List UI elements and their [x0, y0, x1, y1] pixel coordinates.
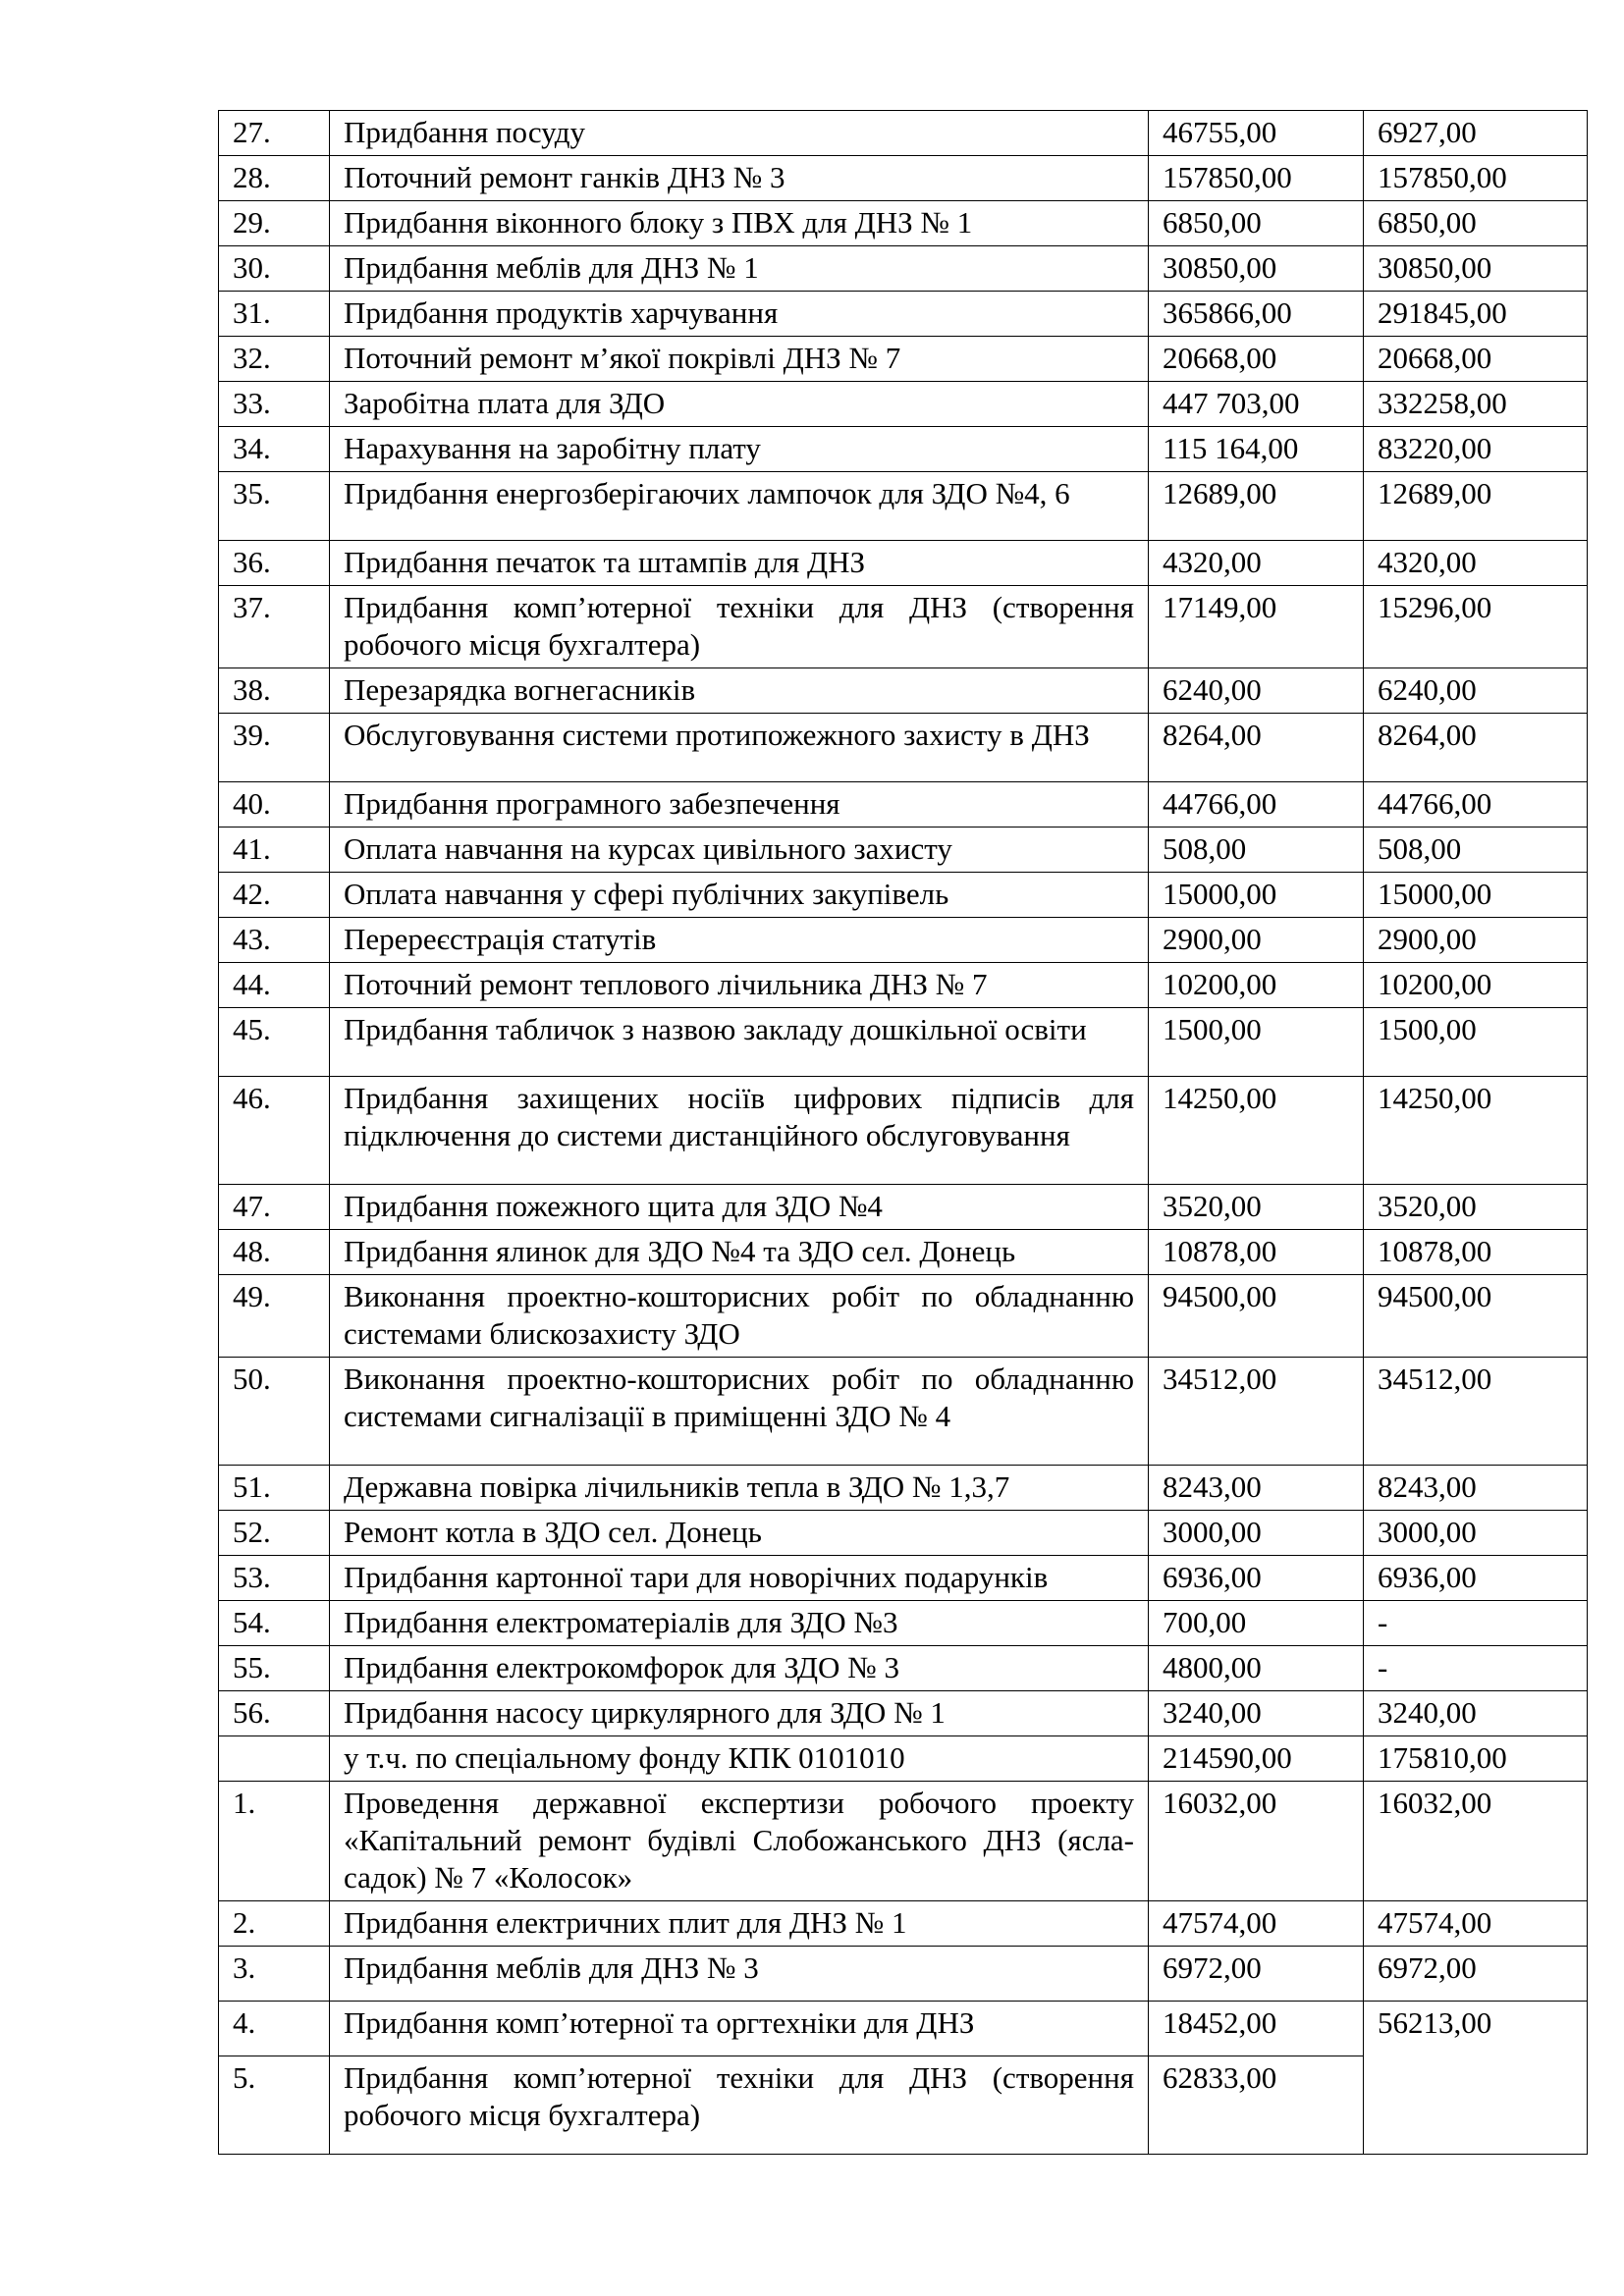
row-actual-amount: -: [1364, 1601, 1588, 1646]
table-row: [219, 1736, 1588, 1782]
table-row: [219, 541, 1588, 586]
row-planned-amount: 214590,00: [1149, 1736, 1364, 1782]
table-row: [219, 918, 1588, 963]
row-number: 51.: [219, 1466, 330, 1511]
row-actual-amount: 10878,00: [1364, 1230, 1588, 1275]
row-description: Придбання пожежного щита для ЗДО №4: [330, 1185, 1149, 1230]
row-planned-amount: 20668,00: [1149, 337, 1364, 382]
row-planned-amount: 10878,00: [1149, 1230, 1364, 1275]
row-number: 45.: [219, 1008, 330, 1077]
row-description: Поточний ремонт м’якої покрівлі ДНЗ № 7: [330, 337, 1149, 382]
row-description: Виконання проектно-кошторисних робіт по обладнанню системами блискозахисту ЗДО: [330, 1275, 1149, 1358]
table-row: [219, 1008, 1588, 1077]
row-actual-amount: 3000,00: [1364, 1511, 1588, 1556]
row-planned-amount: 15000,00: [1149, 873, 1364, 918]
row-actual-amount: 6936,00: [1364, 1556, 1588, 1601]
row-description: Виконання проектно-кошторисних робіт по обладнанню системами сигналізації в приміщенні ЗДО № 4: [330, 1358, 1149, 1466]
row-number: 29.: [219, 201, 330, 246]
row-description: Придбання програмного забезпечення: [330, 782, 1149, 828]
row-number: 39.: [219, 714, 330, 782]
row-description: Придбання картонної тари для новорічних подарунків: [330, 1556, 1149, 1601]
row-description: Придбання віконного блоку з ПВХ для ДНЗ № 1: [330, 201, 1149, 246]
row-description: Придбання електричних плит для ДНЗ № 1: [330, 1901, 1149, 1947]
table-row: [219, 1077, 1588, 1185]
table-row: [219, 1601, 1588, 1646]
row-planned-amount: 17149,00: [1149, 586, 1364, 668]
row-planned-amount: 8264,00: [1149, 714, 1364, 782]
row-description: Придбання енергозберігаючих лампочок для ЗДО №4, 6: [330, 472, 1149, 541]
row-description: Перереєстрація статутів: [330, 918, 1149, 963]
row-planned-amount: 14250,00: [1149, 1077, 1364, 1185]
row-planned-amount: 6936,00: [1149, 1556, 1364, 1601]
table-row: [219, 1358, 1588, 1466]
table-row: [219, 714, 1588, 782]
row-planned-amount: 44766,00: [1149, 782, 1364, 828]
row-actual-amount: 10200,00: [1364, 963, 1588, 1008]
row-planned-amount: 62833,00: [1149, 2056, 1364, 2155]
row-actual-amount: 15296,00: [1364, 586, 1588, 668]
row-actual-amount: 3240,00: [1364, 1691, 1588, 1736]
row-description: Оплата навчання на курсах цивільного захисту: [330, 828, 1149, 873]
table-row: [219, 668, 1588, 714]
row-number: 49.: [219, 1275, 330, 1358]
table-row: [219, 1466, 1588, 1511]
row-planned-amount: 6972,00: [1149, 1947, 1364, 2002]
row-actual-amount: -: [1364, 1646, 1588, 1691]
row-number: 33.: [219, 382, 330, 427]
row-actual-amount: 6927,00: [1364, 111, 1588, 156]
row-number: 41.: [219, 828, 330, 873]
row-planned-amount: 46755,00: [1149, 111, 1364, 156]
table-row: [219, 1646, 1588, 1691]
row-actual-amount: 94500,00: [1364, 1275, 1588, 1358]
row-planned-amount: 3520,00: [1149, 1185, 1364, 1230]
table-row: [219, 1511, 1588, 1556]
row-actual-amount: 12689,00: [1364, 472, 1588, 541]
table-row: [219, 337, 1588, 382]
table-row: [219, 111, 1588, 156]
row-planned-amount: 18452,00: [1149, 2002, 1364, 2056]
row-description: у т.ч. по спеціальному фонду КПК 0101010: [330, 1736, 1149, 1782]
table-row: [219, 586, 1588, 668]
row-planned-amount: 3000,00: [1149, 1511, 1364, 1556]
row-number: 1.: [219, 1782, 330, 1901]
table-row: [219, 873, 1588, 918]
row-number: 3.: [219, 1947, 330, 2002]
table-row: [219, 156, 1588, 201]
row-number: 47.: [219, 1185, 330, 1230]
row-actual-amount: 83220,00: [1364, 427, 1588, 472]
row-planned-amount: 30850,00: [1149, 246, 1364, 292]
row-description: Придбання комп’ютерної та оргтехніки для ДНЗ: [330, 2002, 1149, 2056]
row-description: Придбання посуду: [330, 111, 1149, 156]
row-number: 54.: [219, 1601, 330, 1646]
table-row: [219, 1691, 1588, 1736]
row-description: Ремонт котла в ЗДО сел. Донець: [330, 1511, 1149, 1556]
row-number: 44.: [219, 963, 330, 1008]
row-description: Заробітна плата для ЗДО: [330, 382, 1149, 427]
table-row: [219, 1230, 1588, 1275]
row-actual-amount: 20668,00: [1364, 337, 1588, 382]
row-number: 46.: [219, 1077, 330, 1185]
table-row: [219, 1556, 1588, 1601]
row-number: 5.: [219, 2056, 330, 2155]
row-description: Державна повірка лічильників тепла в ЗДО № 1,3,7: [330, 1466, 1149, 1511]
table-row: [219, 382, 1588, 427]
row-number: 31.: [219, 292, 330, 337]
row-number: 50.: [219, 1358, 330, 1466]
row-description: Придбання насосу циркулярного для ЗДО № 1: [330, 1691, 1149, 1736]
row-number: 56.: [219, 1691, 330, 1736]
row-actual-amount: 47574,00: [1364, 1901, 1588, 1947]
row-planned-amount: 700,00: [1149, 1601, 1364, 1646]
row-actual-amount: 508,00: [1364, 828, 1588, 873]
row-planned-amount: 94500,00: [1149, 1275, 1364, 1358]
row-number: 28.: [219, 156, 330, 201]
row-actual-amount: 332258,00: [1364, 382, 1588, 427]
row-planned-amount: 6850,00: [1149, 201, 1364, 246]
row-description: Придбання табличок з назвою закладу дошкільної освіти: [330, 1008, 1149, 1077]
row-actual-amount: 56213,00: [1364, 2002, 1588, 2155]
table-body: [219, 111, 1588, 2155]
row-description: Придбання продуктів харчування: [330, 292, 1149, 337]
row-description: Придбання захищених носіїв цифрових підписів для підключення до системи дистанційного обслуговування: [330, 1077, 1149, 1185]
row-number: 32.: [219, 337, 330, 382]
row-description: Придбання електрокомфорок для ЗДО № 3: [330, 1646, 1149, 1691]
row-number: 53.: [219, 1556, 330, 1601]
table-row: [219, 2002, 1588, 2056]
row-number: 42.: [219, 873, 330, 918]
row-planned-amount: 47574,00: [1149, 1901, 1364, 1947]
row-actual-amount: 15000,00: [1364, 873, 1588, 918]
table-row: [219, 472, 1588, 541]
table-row: [219, 1275, 1588, 1358]
row-actual-amount: 8243,00: [1364, 1466, 1588, 1511]
row-planned-amount: 508,00: [1149, 828, 1364, 873]
row-number: 37.: [219, 586, 330, 668]
table-row: [219, 292, 1588, 337]
row-number: 30.: [219, 246, 330, 292]
row-description: Придбання меблів для ДНЗ № 1: [330, 246, 1149, 292]
row-description: Обслуговування системи протипожежного захисту в ДНЗ: [330, 714, 1149, 782]
row-actual-amount: 16032,00: [1364, 1782, 1588, 1901]
row-number: 40.: [219, 782, 330, 828]
row-actual-amount: 157850,00: [1364, 156, 1588, 201]
row-actual-amount: 6972,00: [1364, 1947, 1588, 2002]
table-row: [219, 246, 1588, 292]
row-actual-amount: 34512,00: [1364, 1358, 1588, 1466]
row-actual-amount: 175810,00: [1364, 1736, 1588, 1782]
table-row: [219, 1947, 1588, 2002]
row-actual-amount: 4320,00: [1364, 541, 1588, 586]
row-planned-amount: 157850,00: [1149, 156, 1364, 201]
row-actual-amount: 1500,00: [1364, 1008, 1588, 1077]
row-description: Придбання комп’ютерної техніки для ДНЗ (створення робочого місця бухгалтера): [330, 2056, 1149, 2155]
row-description: Нарахування на заробітну плату: [330, 427, 1149, 472]
row-description: Придбання печаток та штампів для ДНЗ: [330, 541, 1149, 586]
table-row: [219, 782, 1588, 828]
table-row: [219, 828, 1588, 873]
row-description: Придбання меблів для ДНЗ № 3: [330, 1947, 1149, 2002]
row-actual-amount: 6850,00: [1364, 201, 1588, 246]
row-actual-amount: 2900,00: [1364, 918, 1588, 963]
row-actual-amount: 291845,00: [1364, 292, 1588, 337]
row-number: 27.: [219, 111, 330, 156]
row-planned-amount: 16032,00: [1149, 1782, 1364, 1901]
row-actual-amount: 44766,00: [1364, 782, 1588, 828]
row-actual-amount: 3520,00: [1364, 1185, 1588, 1230]
row-number: 52.: [219, 1511, 330, 1556]
row-planned-amount: 447 703,00: [1149, 382, 1364, 427]
row-planned-amount: 115 164,00: [1149, 427, 1364, 472]
row-description: Придбання електроматеріалів для ЗДО №3: [330, 1601, 1149, 1646]
row-planned-amount: 2900,00: [1149, 918, 1364, 963]
row-description: Оплата навчання у сфері публічних закупівель: [330, 873, 1149, 918]
row-planned-amount: 10200,00: [1149, 963, 1364, 1008]
row-planned-amount: 6240,00: [1149, 668, 1364, 714]
row-number: 34.: [219, 427, 330, 472]
row-number: 36.: [219, 541, 330, 586]
row-description: Проведення державної експертизи робочого проекту «Капітальний ремонт будівлі Слобожанського ДНЗ (ясла-садок) № 7 «Колосок»: [330, 1782, 1149, 1901]
row-planned-amount: 8243,00: [1149, 1466, 1364, 1511]
table-row: [219, 201, 1588, 246]
row-description: Придбання ялинок для ЗДО №4 та ЗДО сел. Донець: [330, 1230, 1149, 1275]
table-row: [219, 427, 1588, 472]
row-actual-amount: 14250,00: [1364, 1077, 1588, 1185]
expenditure-table: [218, 110, 1588, 2155]
row-actual-amount: 30850,00: [1364, 246, 1588, 292]
row-description: Придбання комп’ютерної техніки для ДНЗ (створення робочого місця бухгалтера): [330, 586, 1149, 668]
table-row: [219, 963, 1588, 1008]
row-number: 38.: [219, 668, 330, 714]
row-number: 4.: [219, 2002, 330, 2056]
table-row: [219, 1901, 1588, 1947]
row-description: Поточний ремонт ганків ДНЗ № 3: [330, 156, 1149, 201]
row-planned-amount: 4320,00: [1149, 541, 1364, 586]
row-planned-amount: 3240,00: [1149, 1691, 1364, 1736]
row-number: 55.: [219, 1646, 330, 1691]
row-planned-amount: 4800,00: [1149, 1646, 1364, 1691]
table-row: [219, 1782, 1588, 1901]
row-description: Перезарядка вогнегасників: [330, 668, 1149, 714]
row-planned-amount: 34512,00: [1149, 1358, 1364, 1466]
table-row: [219, 1185, 1588, 1230]
row-planned-amount: 1500,00: [1149, 1008, 1364, 1077]
row-number: 2.: [219, 1901, 330, 1947]
row-number: 43.: [219, 918, 330, 963]
row-actual-amount: 6240,00: [1364, 668, 1588, 714]
row-planned-amount: 365866,00: [1149, 292, 1364, 337]
row-number: 35.: [219, 472, 330, 541]
row-actual-amount: 8264,00: [1364, 714, 1588, 782]
row-planned-amount: 12689,00: [1149, 472, 1364, 541]
row-number: 48.: [219, 1230, 330, 1275]
row-description: Поточний ремонт теплового лічильника ДНЗ № 7: [330, 963, 1149, 1008]
row-number: [219, 1736, 330, 1782]
